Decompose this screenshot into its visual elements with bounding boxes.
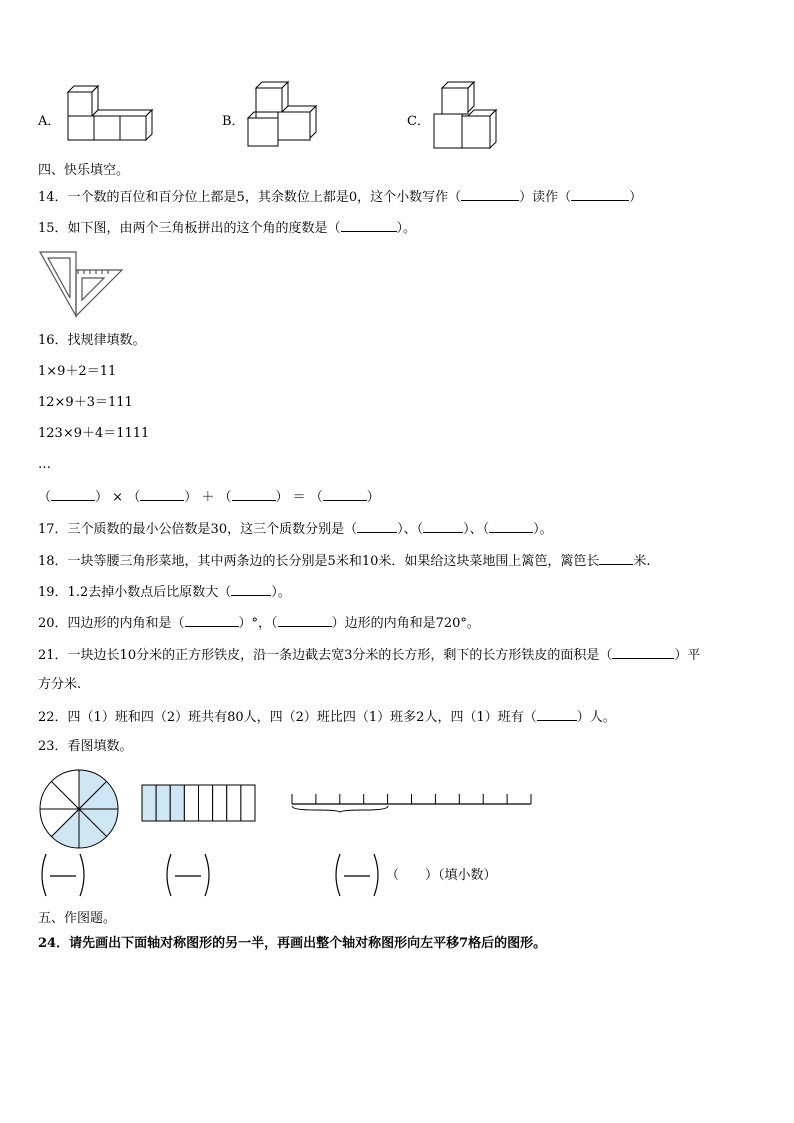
q23-fraction-answer-1[interactable] (38, 852, 88, 898)
question-19 (38, 583, 291, 601)
q20-mid: ）°，（ (238, 616, 278, 631)
q18-blank[interactable] (599, 552, 633, 565)
q19-prefix: 19．1.2去掉小数点后比原数大（ (38, 585, 232, 600)
q17-blank-2[interactable] (423, 520, 463, 533)
q23-fraction-answer-3[interactable] (332, 852, 382, 898)
option-b-cubes-figure (246, 80, 326, 152)
q16-heading: 16．找规律填数。 (38, 333, 146, 348)
question-22 (38, 708, 616, 726)
q16-blank-3[interactable] (232, 488, 276, 501)
option-b-label: B． (222, 114, 245, 129)
q23-number-line (290, 790, 535, 812)
section-4-heading: 四、快乐填空。 (38, 163, 130, 178)
q18-prefix: 18．一块等腰三角形菜地，其中两条边的长分别是5米和10米．如果给这块菜地围上篱笆，篱笆长 (38, 554, 600, 569)
q17-prefix: 17．三个质数的最小公倍数是30，这三个质数分别是（ (38, 522, 358, 537)
q19-suffix: ）。 (271, 585, 291, 600)
option-a-label: A． (38, 114, 61, 129)
q17-blank-1[interactable] (357, 520, 397, 533)
q20-suffix: ）边形的内角和是720°。 (331, 616, 480, 631)
question-20 (38, 614, 480, 632)
question-17 (38, 520, 553, 538)
q15-blank[interactable] (341, 219, 397, 232)
q22-blank[interactable] (537, 708, 577, 721)
question-18 (38, 552, 651, 570)
grid-cell (199, 785, 213, 821)
q14-suffix: ） (629, 190, 643, 205)
q21-line1-suffix: ）平 (674, 648, 701, 663)
q16-line-2: 12×9＋3＝111 (38, 395, 133, 410)
q16-line-3: 123×9＋4＝1111 (38, 426, 150, 441)
q14-blank-read[interactable] (571, 188, 629, 201)
q14-blank-written[interactable] (461, 188, 519, 201)
option-c-cubes-figure (432, 80, 502, 152)
q17-sep-2: ）、（ (463, 522, 490, 537)
q14-mid: ）读作（ (519, 190, 572, 205)
q16-blank-4[interactable] (323, 488, 367, 501)
grid-cell (227, 785, 241, 821)
grid-cell (213, 785, 227, 821)
q17-suffix: ）。 (533, 522, 553, 537)
q16-plus-sign: ＋ (201, 490, 215, 505)
set-squares-figure (38, 250, 128, 318)
q17-blank-3[interactable] (489, 520, 533, 533)
q23-fraction-answer-2[interactable] (163, 852, 213, 898)
number-line-brace (292, 806, 388, 812)
q16-line-1: 1×9＋2＝11 (38, 364, 117, 379)
q15-prefix: 15．如下图，由两个三角板拼出的这个角的度数是（ (38, 221, 341, 236)
grid-cell (142, 785, 156, 821)
q16-times-sign: × (112, 490, 124, 505)
q16-answer-template: （ ） × （ ） ＋ （ ） ＝ （ ） (38, 490, 380, 505)
grid-cell (170, 785, 184, 821)
option-c-label: C． (407, 114, 430, 129)
grid-cell (156, 785, 170, 821)
q19-blank[interactable] (231, 583, 271, 596)
q23-decimal-answer[interactable]: （ ）（填小数） (386, 868, 497, 883)
q15-suffix: ）。 (396, 221, 417, 236)
section-5-heading: 五、作图题。 (38, 911, 117, 926)
q20-blank-2[interactable] (278, 614, 332, 627)
q14-prefix: 14．一个数的百位和百分位上都是5，其余数位上都是0，这个小数写作（ (38, 190, 462, 205)
q21-blank[interactable] (612, 646, 674, 659)
q23-fraction-circle (38, 768, 120, 850)
question-15 (38, 219, 416, 237)
q20-prefix: 20．四边形的内角和是（ (38, 616, 185, 631)
q16-blank-1[interactable] (51, 488, 95, 501)
q22-suffix: ）人。 (576, 710, 616, 725)
question-14 (38, 188, 642, 206)
q16-blank-2[interactable] (140, 488, 184, 501)
grid-cell (241, 785, 255, 821)
question-21-line-2: 方分米. (38, 677, 82, 692)
q23-heading: 23．看图填数。 (38, 739, 133, 754)
question-24: 24．请先画出下面轴对称图形的另一半，再画出整个轴对称图形向左平移7格后的图形。 (38, 936, 547, 951)
q23-fraction-grid (141, 784, 256, 822)
option-a-cubes-figure (60, 82, 160, 152)
q21-prefix: 21．一块边长10分米的正方形铁皮，沿一条边截去宽3分米的长方形，剩下的长方形铁皮的面积是（ (38, 648, 613, 663)
q16-ellipsis: … (38, 457, 51, 472)
q22-prefix: 22．四（1）班和四（2）班共有80人，四（2）班比四（1）班多2人，四（1）班有（ (38, 710, 537, 725)
q16-equals-sign: ＝ (292, 490, 306, 505)
question-21-line-1 (38, 646, 700, 664)
q20-blank-1[interactable] (185, 614, 239, 627)
q18-suffix: 米. (633, 554, 651, 569)
grid-cell (184, 785, 198, 821)
q17-sep-1: ）、（ (397, 522, 424, 537)
